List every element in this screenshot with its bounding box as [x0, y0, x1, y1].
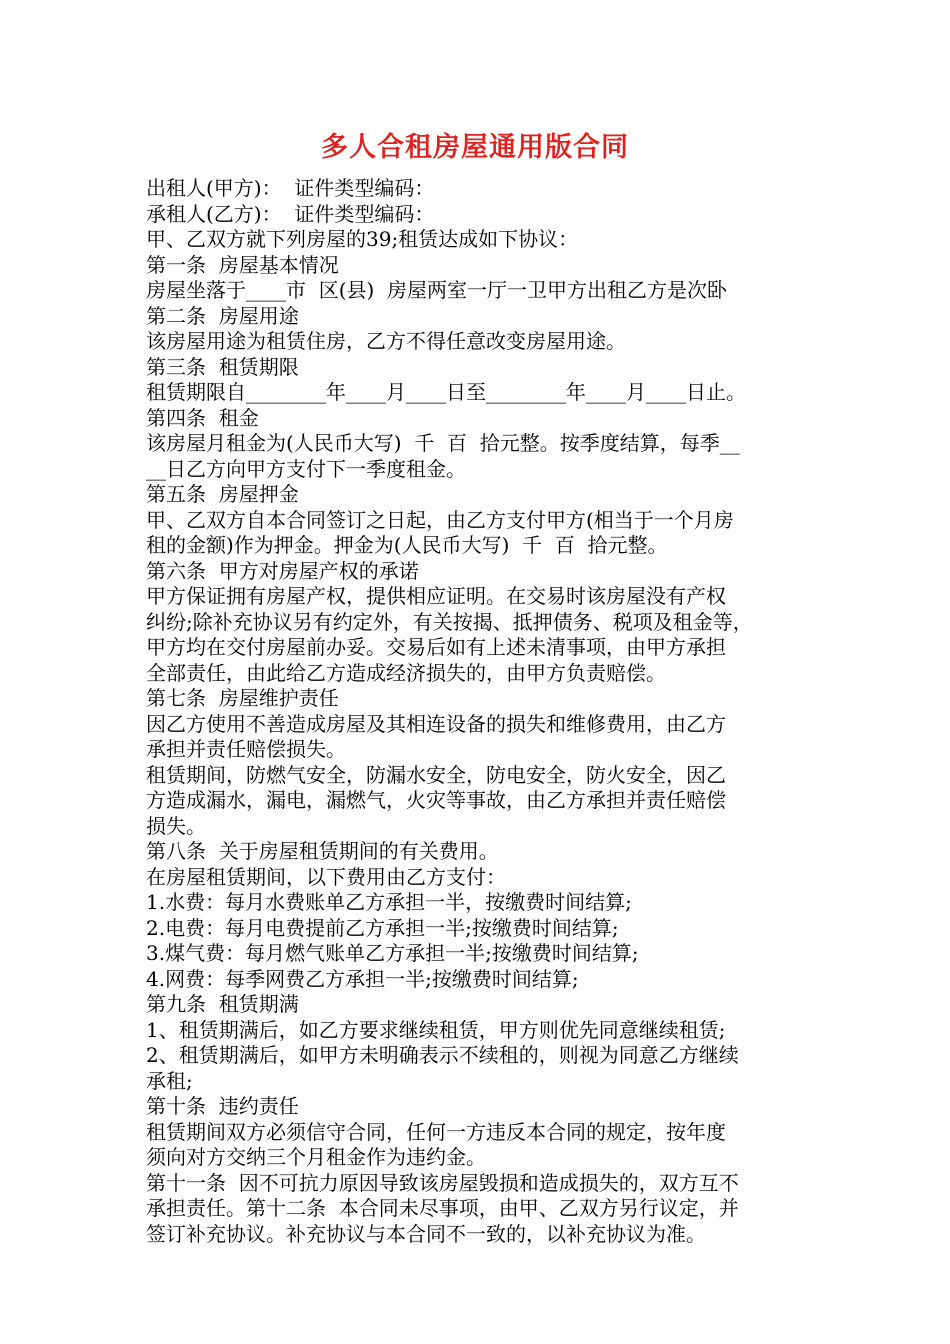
text-line: 1、租赁期满后，如乙方要求继续租赁，甲方则优先同意继续租赁;	[146, 1017, 726, 1042]
text-line: 承租人(乙方)： 证件类型编码：	[146, 201, 435, 226]
text-line: 因乙方使用不善造成房屋及其相连设备的损失和维修费用，由乙方	[146, 711, 726, 736]
text-line: 方造成漏水，漏电，漏燃气，火灾等事故，由乙方承担并责任赔偿	[146, 788, 726, 812]
text-line: 纠纷;除补充协议另有约定外，有关按揭、抵押债务、税项及租金等，	[146, 609, 753, 634]
text-line: 第五条 房屋押金	[146, 482, 299, 506]
text-line: 甲、乙双方就下列房屋的39;租赁达成如下协议：	[146, 227, 579, 251]
text-line: 第十一条 因不可抗力原因导致该房屋毁损和造成损失的，双方互不	[146, 1170, 739, 1195]
text-line: 承担并责任赔偿损失。	[146, 737, 346, 761]
text-line: 1.水费：每月水费账单乙方承担一半，按缴费时间结算;	[146, 890, 632, 914]
text-line: 第七条 房屋维护责任	[146, 686, 339, 710]
document-body	[146, 176, 810, 1247]
text-line: 3.煤气费：每月燃气账单乙方承担一半;按缴费时间结算;	[146, 941, 639, 965]
text-line: __日乙方向甲方支付下一季度租金。	[146, 456, 466, 481]
text-line: 4.网费：每季网费乙方承担一半;按缴费时间结算;	[146, 966, 579, 991]
text-line: 签订补充协议。补充协议与本合同不一致的，以补充协议为准。	[146, 1221, 706, 1246]
text-line: 甲方保证拥有房屋产权，提供相应证明。在交易时该房屋没有产权	[146, 584, 726, 608]
text-line: 第九条 租赁期满	[146, 992, 299, 1016]
text-line: 2、租赁期满后，如甲方未明确表示不续租的，则视为同意乙方继续	[146, 1043, 739, 1067]
text-line: 在房屋租赁期间，以下费用由乙方支付：	[146, 864, 506, 889]
text-line: 该房屋月租金为(人民币大写) 千 百 拾元整。按季度结算，每季__	[146, 431, 740, 455]
text-line: 2.电费：每月电费提前乙方承担一半;按缴费时间结算;	[146, 915, 619, 940]
text-line: 第四条 租金	[146, 405, 259, 430]
text-line: 甲方均在交付房屋前办妥。交易后如有上述未清事项，由甲方承担	[146, 635, 726, 659]
document-title: 多人合租房屋通用版合同	[321, 132, 629, 163]
text-line: 租的金额)作为押金。押金为(人民币大写) 千 百 拾元整。	[146, 533, 668, 557]
text-line: 须向对方交纳三个月租金作为违约金。	[146, 1145, 486, 1169]
text-line: 承租;	[146, 1068, 193, 1093]
text-line: 出租人(甲方)： 证件类型编码：	[146, 176, 435, 200]
text-line: 承担责任。第十二条 本合同未尽事项，由甲、乙双方另行议定，并	[146, 1196, 739, 1220]
text-line: 该房屋用途为租赁住房，乙方不得任意改变房屋用途。	[146, 329, 626, 353]
text-line: 第十条 违约责任	[146, 1094, 299, 1118]
text-line: 租赁期间双方必须信守合同，任何一方违反本合同的规定，按年度	[146, 1119, 726, 1144]
text-line: 房屋坐落于____市 区(县) 房屋两室一厅一卫甲方出租乙方是次卧	[146, 278, 728, 302]
text-line: 第六条 甲方对房屋产权的承诺	[146, 558, 419, 583]
text-line: 第八条 关于房屋租赁期间的有关费用。	[146, 839, 499, 863]
text-line: 第一条 房屋基本情况	[146, 252, 339, 277]
text-line: 租赁期限自________年____月____日至________年____月____日止。	[146, 380, 746, 404]
text-line: 甲、乙双方自本合同签订之日起，由乙方支付甲方(相当于一个月房	[146, 507, 734, 532]
text-line: 租赁期间，防燃气安全，防漏水安全，防电安全，防火安全，因乙	[146, 762, 726, 787]
text-line: 全部责任，由此给乙方造成经济损失的，由甲方负责赔偿。	[146, 660, 666, 685]
text-line: 损失。	[146, 813, 206, 838]
text-line: 第二条 房屋用途	[146, 303, 299, 328]
text-line: 第三条 租赁期限	[146, 354, 299, 379]
